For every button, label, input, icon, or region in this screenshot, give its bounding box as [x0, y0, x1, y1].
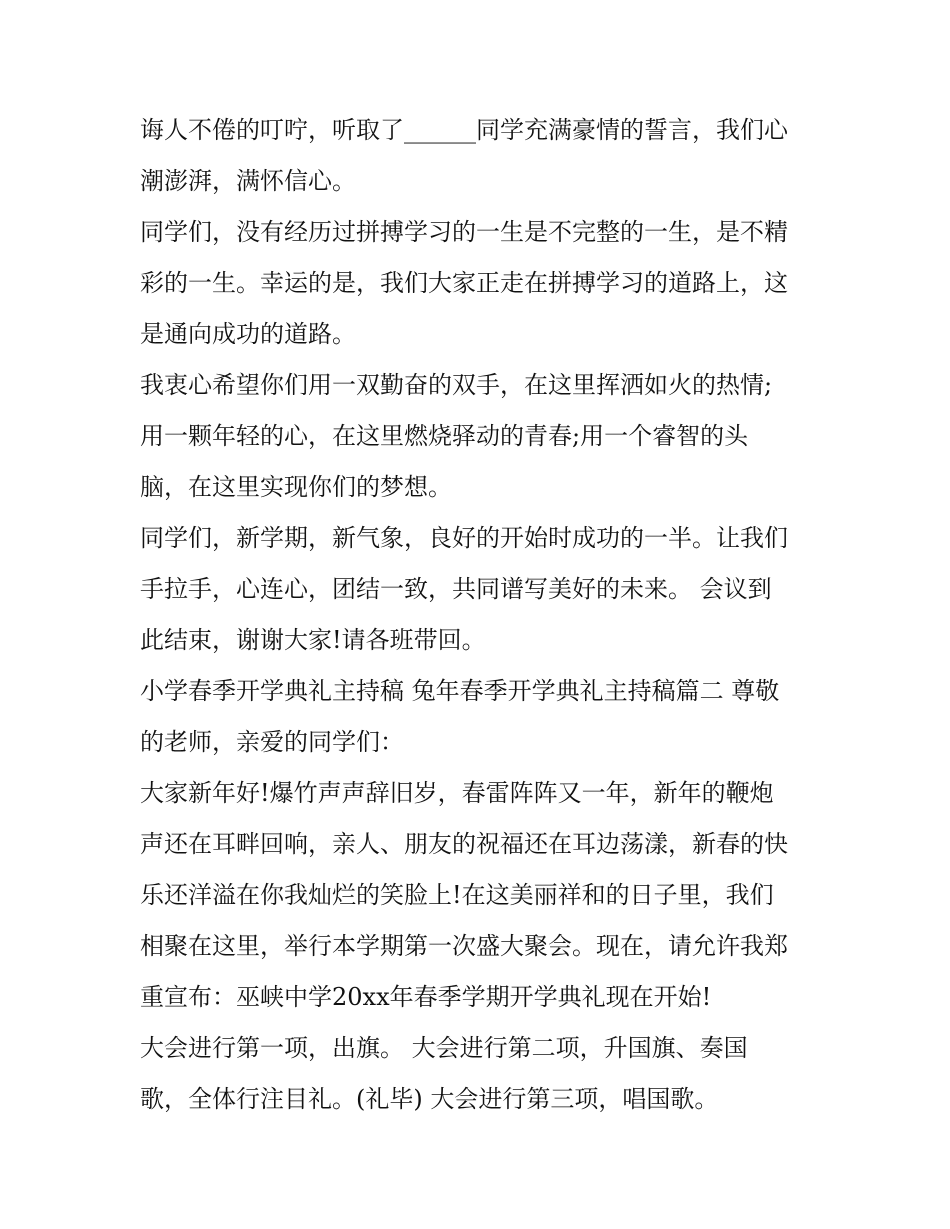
- text-line: 潮澎湃，满怀信心。: [140, 167, 356, 195]
- text-line: 手拉手，心连心，团结一致，共同谱写美好的未来。 会议到: [140, 575, 772, 603]
- text-line: 此结束，谢谢大家!请各班带回。: [140, 626, 486, 654]
- text-line: 重宣布：巫峡中学20xx年春季学期开学典礼现在开始!: [140, 983, 712, 1011]
- text-line: 的老师，亲爱的同学们：: [140, 728, 404, 756]
- text-line: 声还在耳畔回响，亲人、朋友的祝福还在耳边荡漾，新春的快: [140, 830, 788, 858]
- text-line: 我衷心希望你们用一双勤奋的双手，在这里挥洒如火的热情;: [140, 371, 773, 399]
- text-line: 同学们，新学期，新气象，良好的开始时成功的一半。让我们: [140, 524, 788, 552]
- text-line: 乐还洋溢在你我灿烂的笑脸上!在这美丽祥和的日子里，我们: [140, 881, 774, 909]
- text-line: 用一颗年轻的心，在这里燃烧驿动的青春;用一个睿智的头: [140, 422, 749, 450]
- text-line: 相聚在这里，举行本学期第一次盛大聚会。现在，请允许我郑: [140, 932, 788, 960]
- text-line: 彩的一生。幸运的是，我们大家正走在拼搏学习的道路上，这: [140, 269, 788, 297]
- text-line: 同学们，没有经历过拼搏学习的一生是不完整的一生，是不精: [140, 218, 788, 246]
- text-line: 小学春季开学典礼主持稿 兔年春季开学典礼主持稿篇二 尊敬: [140, 677, 780, 705]
- text-line: 大家新年好!爆竹声声辞旧岁，春雷阵阵又一年，新年的鞭炮: [140, 779, 774, 807]
- text-line: 大会进行第一项，出旗。 大会进行第二项，升国旗、奏国: [140, 1034, 748, 1062]
- text-line: 歌，全体行注目礼。(礼毕) 大会进行第三项，唱国歌。: [140, 1085, 719, 1113]
- text-line: 是通向成功的道路。: [140, 320, 356, 348]
- text-line: 诲人不倦的叮咛，听取了______同学充满豪情的誓言，我们心: [140, 116, 788, 144]
- text-line: 脑，在这里实现你们的梦想。: [140, 473, 452, 501]
